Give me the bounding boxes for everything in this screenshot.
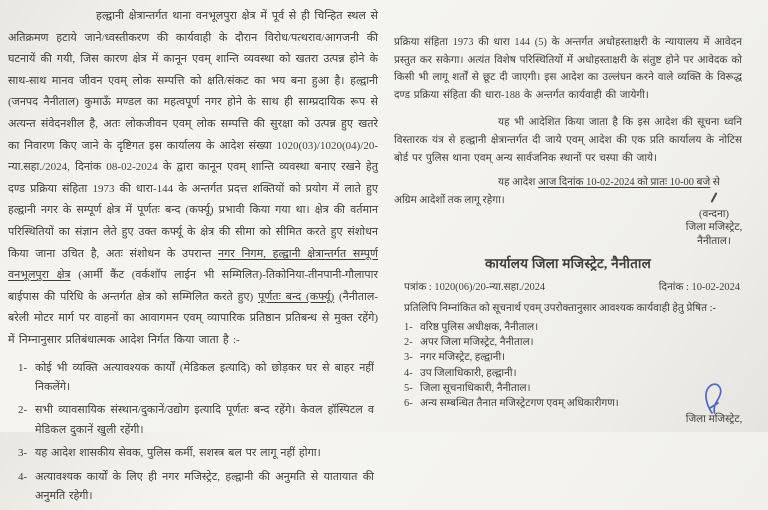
item-text: नगर मजिस्ट्रेट, हल्द्वानी। <box>420 352 506 364</box>
order-date: दिनांक : 10-02-2024 <box>658 282 740 293</box>
underlined-curfew-phrase: पूर्णतः बन्द (कर्फ्यू) <box>258 290 335 303</box>
office-heading: कार्यालय जिला मजिस्ट्रेट, नैनीताल <box>484 256 652 271</box>
order-page-2 <box>394 34 742 430</box>
item-number: 1- <box>404 322 413 333</box>
restriction-item-3 <box>18 444 378 463</box>
signatory-place: नैनीताल। <box>697 235 731 247</box>
item-number: 3- <box>404 352 413 364</box>
blue-signature-icon <box>701 382 727 414</box>
restrictions-list <box>8 359 378 507</box>
reference-number: पत्रांक : 1020(06)/20-न्या.सहा./2024 <box>404 282 546 293</box>
item-number: 3- <box>18 447 28 460</box>
item-text: अपर जिला मजिस्ट्रेट, नैनीताल। <box>420 337 534 349</box>
item-text: अत्यावश्यक कार्यों के लिए ही नगर मजिस्ट्रेट, हल्द्वानी की अनुमति से यातायात की अनुमति रहेगी। <box>35 470 374 502</box>
effective-text-2: से अग्रिम आदेशों तक लागू रहेगा। <box>394 177 720 206</box>
restriction-item-4 <box>18 468 378 507</box>
cc-item-2 <box>404 335 742 350</box>
bottom-signature-block <box>656 382 768 426</box>
item-number: 4- <box>18 470 28 483</box>
item-text: अन्य सम्बन्धित तैनात मजिस्ट्रेटगण एवम् अधिकारीगण। <box>420 398 619 410</box>
effective-text-1: यह आदेश <box>498 177 538 189</box>
cc-item-3 <box>404 350 742 365</box>
item-number: 2- <box>404 337 413 349</box>
item-text: उप जिलाधिकारी, हल्द्वानी। <box>420 367 517 379</box>
restriction-item-2 <box>18 401 378 440</box>
cc-item-1 <box>404 320 742 335</box>
intro-text-3: (नैनीताल-बरेली मोटर मार्ग पर वाहनों का आवागमन एवम् व्यापारिक प्रतिष्ठान प्रतिबन्ध से मुक्त रहेंगे) में निम्नानुसार प्रतिबंधात्मक आदेश निर्गत किया जाता है :- <box>8 290 378 346</box>
restriction-item-1 <box>18 359 378 398</box>
intro-text-2: (आर्मी कैंट (वर्कशॉप लाईन भी सम्मिलित)-तिकोनिया-तीनपानी-गौलापार बाईपास की परिधि के अन्तर्गत क्षेत्र को सम्मिलित करते हुए) <box>8 269 378 303</box>
cc-item-4 <box>404 366 742 381</box>
signatory-name: (वन्दना) <box>699 208 729 220</box>
bottom-signatory-title: जिला मजिस्ट्रेट, <box>685 414 743 425</box>
reference-row <box>404 280 740 294</box>
item-text: सभी व्यावसायिक संस्थान/दुकानें/उद्योग इत्यादि पूर्णतः बन्द रहेंगे। केवल हॉस्पिटल व मेडिकल दुकानें खुली रहेंगी। <box>35 404 374 436</box>
item-number: 4- <box>404 367 413 379</box>
item-text: जिला सूचनाधिकारी, नैनीताल। <box>420 382 531 394</box>
signatory-title: जिला मजिस्ट्रेट, <box>685 222 743 234</box>
signature-slash-icon <box>656 192 768 208</box>
item-text: कोई भी व्यक्ति अत्यावश्यक कार्यों (मेडिकल इत्यादि) को छोड़कर घर से बाहर नहीं निकलेंगे। <box>35 361 374 393</box>
item-number: 2- <box>18 404 28 417</box>
order-intro-paragraph <box>8 6 378 352</box>
underlined-area-phrase: नगर निगम, हल्द्वानी क्षेत्रान्तर्गत सम्पूर्ण वनभूलपुरा क्षेत्र <box>8 247 378 282</box>
item-number: 6- <box>404 398 413 410</box>
order-page-1 <box>8 6 378 510</box>
item-number: 5- <box>404 382 413 394</box>
intro-text-1: हल्द्वानी क्षेत्रान्तर्गत थाना वनभूलपुरा क्षेत्र में पूर्व से ही चिन्हित स्थल से अतिक्रमण हटाये जाने/ध्वस्तीकरण की कार्यवाही के दौरान विरोध/पत्थराव/आगजनी की घटनायें की गयी, जिस कारण क्षेत्र में कानून एवम् शान्ति व्यवस्था को खतरा उत्पन्न होने के साथ-साथ मानव जीवन एवम् लोक सम्पत्ति को क्षति/संकट का भय बना हुआ है। हल्द्वानी (जनपद नैनीताल) कुमाऊँ मण्डल का महत्वपूर्ण नगर होने के साथ ही साम्प्रदायिक रूप से अत्यन्त संवेदनशील है, अतः लोकजीवन एवम् लोक सम्पत्ति की सुरक्षा को उत्पन्न हुए खतरे का निवारण किए जाने के दृष्टिगत इस कार्यालय के आदेश संख्या 1020(03)/1020(04)/20-न्या.सहा./2024, दिनांक 08-02-2024 के द्वारा कानून एवम् शान्ति व्यवस्था बनाए रखने हेतु दण्ड प्रक्रिया संहिता 1973 की धारा-144 के अन्तर्गत प्रदत्त शक्तियों को प्रयोग में लाते हुए हल्द्वानी नगर के सम्पूर्ण क्षेत्र में पूर्णतः बन्द (कर्फ्यू) प्रभावी किया गया था। क्षेत्र की वर्तमान परिस्थितियों का संज्ञान लेते हुए उक्त कर्फ्यू के क्षेत्र की सीमा को सीमित करते हुए संशोधन किया जाना उचित है, अतः संशोधन के उपरान्त <box>8 10 378 260</box>
item-text: वरिष्ठ पुलिस अधीक्षक, नैनीताल। <box>420 322 539 333</box>
signatory-block <box>656 192 768 248</box>
item-text: यह आदेश शासकीय सेवक, पुलिस कर्मी, सशस्त्र बल पर लागू नहीं होगा। <box>35 447 321 460</box>
effective-date-underline: आज दिनांक 10-02-2024 को प्रातः 10-00 बजे <box>537 177 711 189</box>
cc-heading: प्रतिलिपि निम्नांकित को सूचनार्थ एवम् उपरोक्तानुसार आवश्यक कार्यवाही हेतु प्रेषित :- <box>404 303 716 314</box>
item-number: 1- <box>18 361 28 374</box>
appeal-paragraph: प्रक्रिया संहिता 1973 की धारा 144 (5) के अन्तर्गत अधोहस्ताक्षरी के न्यायालय में आवेदन प्रस्तुत कर सकेगा। अत्यंत विशेष परिस्थितियों में अधोहस्ताक्षरी के संतुष्ट होने पर आवेदक को किसी भी लागू शर्तों से छूट दी जाएगी। इस आदेश का उल्लंघन करने वाले व्यक्ति के विरूद्ध दण्ड प्रक्रिया संहिता की धारा-188 के अन्तर्गत कार्यवाही की जायेगी। <box>394 37 742 101</box>
public-notice-paragraph: यह भी आदेशित किया जाता है कि इस आदेश की सूचना ध्वनि विस्तारक यंत्र से हल्द्वानी क्षेत्रान्तर्गत दी जाये एवम् आदेश की एक प्रति कार्यालय के नोटिस बोर्ड पर पुलिस थाना एवम् अन्य सार्वजनिक स्थानों पर चस्पा की जाये। <box>394 117 742 164</box>
